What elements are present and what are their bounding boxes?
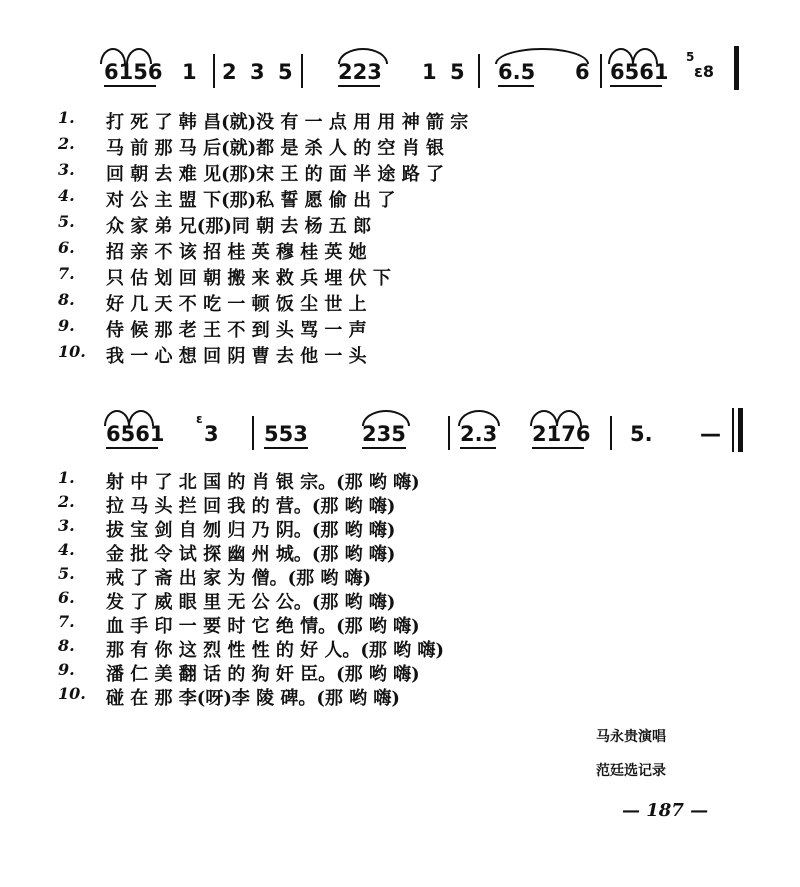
note-group: 2.3	[460, 422, 498, 446]
note-group: 6561	[106, 422, 165, 446]
verse-text: 打 死 了 韩 昌(就)没 有 一 点 用 用 神 箭 宗	[106, 112, 469, 133]
note-group: 6156	[104, 60, 163, 84]
note: 2	[222, 60, 237, 84]
verse-line	[58, 186, 758, 212]
note-group: 2176	[532, 422, 591, 446]
verse-number: 3.	[58, 516, 75, 535]
verse-line	[58, 160, 758, 186]
verse-text: 马 前 那 马 后(就)都 是 杀 人 的 空 肖 银	[106, 138, 444, 159]
verse-line	[58, 468, 758, 494]
verse-line	[58, 108, 758, 134]
barline	[600, 54, 602, 88]
barline	[738, 408, 743, 452]
verse-number: 6.	[58, 588, 75, 607]
note: 5	[450, 60, 465, 84]
verse-text: 招 亲 不 该 招 桂 英 穆 桂 英 她	[106, 242, 367, 263]
verse-text: 我 一 心 想 回 阴 曹 去 他 一 头	[106, 346, 367, 367]
verse-line	[58, 290, 758, 316]
barline	[213, 54, 215, 88]
verse-number: 1.	[58, 468, 75, 487]
verse-text: 好 几 天 不 吃 一 顿 饭 尘 世 上	[106, 294, 367, 315]
recorder-credit: 范廷选记录	[596, 763, 666, 779]
verse-line	[58, 540, 758, 566]
verse-number: 4.	[58, 540, 75, 559]
verse-text: 只 估 划 回 朝 搬 来 救 兵 埋 伏 下	[106, 268, 391, 289]
underline	[610, 85, 662, 87]
verse-number: 7.	[58, 612, 75, 631]
underline	[362, 447, 406, 449]
verse-text: 那 有 你 这 烈 性 性 的 好 人。(那 哟 嗨)	[106, 640, 444, 661]
underline	[532, 447, 584, 449]
verse-text: 拉 马 头 拦 回 我 的 营。(那 哟 嗨)	[106, 496, 396, 517]
verse-number: 2.	[58, 134, 75, 153]
note: 6	[575, 60, 590, 84]
verse-line	[58, 316, 758, 342]
verse-line	[58, 684, 758, 710]
grace-note: ε	[196, 412, 203, 426]
note-group: 553	[264, 422, 308, 446]
note-group: 6.5	[498, 60, 536, 84]
note: 1	[422, 60, 437, 84]
verse-number: 8.	[58, 290, 75, 309]
verse-text: 戒 了 斋 出 家 为 僧。(那 哟 嗨)	[106, 568, 372, 589]
verse-text: 碰 在 那 李(呀)李 陵 碑。(那 哟 嗨)	[106, 688, 400, 709]
verse-line	[58, 264, 758, 290]
score-line-top	[100, 46, 740, 90]
verse-number: 2.	[58, 492, 75, 511]
verse-number: 4.	[58, 186, 75, 205]
verse-text: 回 朝 去 难 见(那)宋 王 的 面 半 途 路 了	[106, 164, 444, 185]
verse-number: 10.	[58, 684, 86, 703]
note: —	[700, 422, 721, 446]
singer-credit: 马永贵演唱	[596, 729, 666, 745]
barline	[478, 54, 480, 88]
verse-text: 射 中 了 北 国 的 肖 银 宗。(那 哟 嗨)	[106, 472, 420, 493]
barline	[732, 408, 734, 452]
underline	[498, 85, 534, 87]
barline	[448, 416, 450, 450]
verse-number: 8.	[58, 636, 75, 655]
underline	[104, 85, 156, 87]
verse-text: 拔 宝 剑 自 刎 归 乃 阴。(那 哟 嗨)	[106, 520, 396, 541]
verse-line	[58, 516, 758, 542]
verse-text: 对 公 主 盟 下(那)私 誓 愿 偷 出 了	[106, 190, 396, 211]
note: ε8	[694, 62, 715, 81]
verse-number: 9.	[58, 660, 75, 679]
verse-line	[58, 212, 758, 238]
verse-line	[58, 564, 758, 590]
verse-number: 10.	[58, 342, 86, 361]
verse-text: 侍 候 那 老 王 不 到 头 骂 一 声	[106, 320, 367, 341]
page-number: — 187 —	[622, 800, 709, 821]
note: 5	[278, 60, 293, 84]
barline	[252, 416, 254, 450]
verse-line	[58, 492, 758, 518]
barline	[734, 46, 739, 90]
verse-text: 潘 仁 美 翻 话 的 狗 奸 臣。(那 哟 嗨)	[106, 664, 420, 685]
verse-number: 5.	[58, 212, 75, 231]
verse-line	[58, 342, 758, 368]
verse-number: 3.	[58, 160, 75, 179]
verse-text: 众 家 弟 兄(那)同 朝 去 杨 五 郎	[106, 216, 372, 237]
underline	[264, 447, 308, 449]
note-group: 6561	[610, 60, 669, 84]
verse-line	[58, 588, 758, 614]
verse-line	[58, 134, 758, 160]
verse-number: 5.	[58, 564, 75, 583]
note-group: 223	[338, 60, 382, 84]
note: 5.	[630, 422, 653, 446]
note: 3	[204, 422, 219, 446]
underline	[338, 85, 380, 87]
grace-note: 5	[686, 50, 695, 64]
verse-number: 6.	[58, 238, 75, 257]
verse-line	[58, 660, 758, 686]
note-group: 235	[362, 422, 406, 446]
underline	[106, 447, 158, 449]
verse-line	[58, 636, 758, 662]
barline	[610, 416, 612, 450]
verse-text: 发 了 威 眼 里 无 公 公。(那 哟 嗨)	[106, 592, 396, 613]
verse-number: 1.	[58, 108, 75, 127]
verse-line	[58, 612, 758, 638]
verse-text: 金 批 令 试 探 幽 州 城。(那 哟 嗨)	[106, 544, 396, 565]
barline	[301, 54, 303, 88]
verse-line	[58, 238, 758, 264]
score-line-bottom	[100, 408, 740, 452]
note: 1	[182, 60, 197, 84]
verse-number: 9.	[58, 316, 75, 335]
verse-text: 血 手 印 一 要 时 它 绝 情。(那 哟 嗨)	[106, 616, 420, 637]
note: 3	[250, 60, 265, 84]
verse-number: 7.	[58, 264, 75, 283]
underline	[460, 447, 496, 449]
